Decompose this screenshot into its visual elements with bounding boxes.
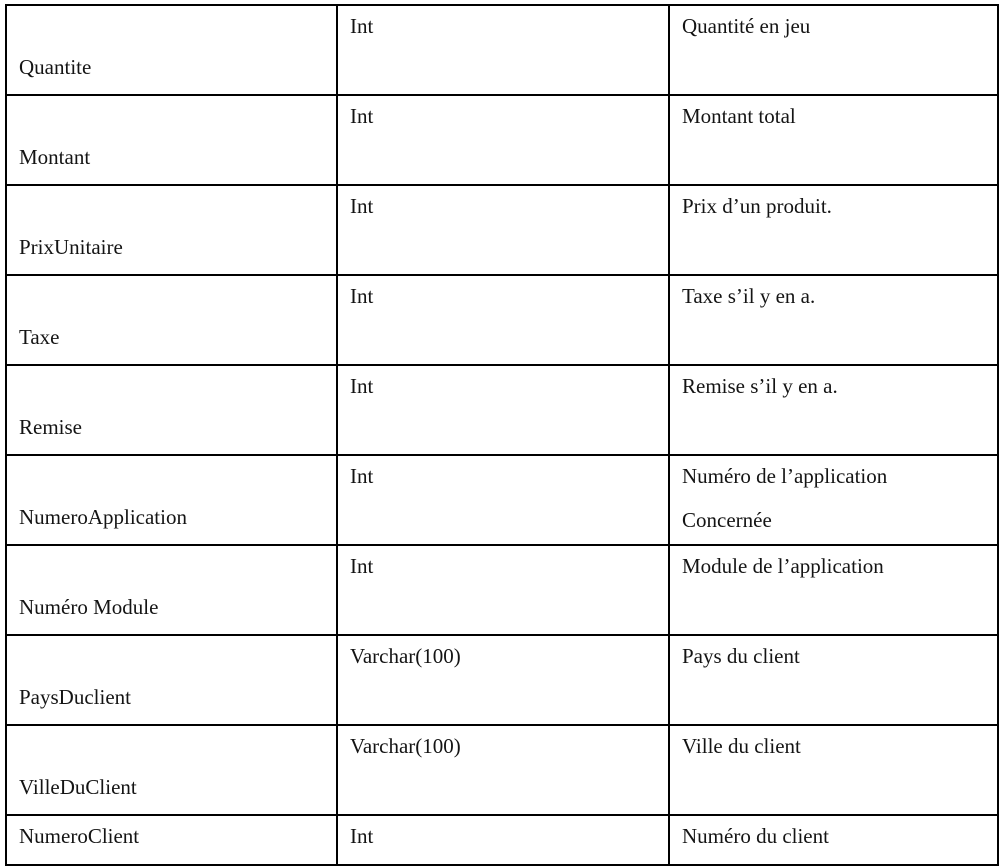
field-name-cell bbox=[6, 725, 337, 815]
field-name-cell bbox=[6, 95, 337, 185]
field-name-text: Montant bbox=[19, 145, 91, 169]
field-type-text: Int bbox=[350, 104, 374, 128]
field-name-text: Quantite bbox=[19, 55, 92, 79]
table-row bbox=[6, 365, 998, 455]
field-type-cell bbox=[337, 365, 669, 455]
table-row bbox=[6, 545, 998, 635]
field-type-cell bbox=[337, 5, 669, 95]
table-row bbox=[6, 5, 998, 95]
field-name-text: PaysDuclient bbox=[19, 685, 131, 709]
field-type-text: Int bbox=[350, 374, 374, 398]
field-type-text: Int bbox=[350, 194, 374, 218]
table-row bbox=[6, 95, 998, 185]
field-type-cell bbox=[337, 455, 669, 545]
table-body bbox=[6, 5, 998, 865]
field-type-text: Int bbox=[350, 464, 374, 488]
field-type-cell bbox=[337, 815, 669, 865]
table-row bbox=[6, 635, 998, 725]
field-name-cell bbox=[6, 365, 337, 455]
field-description-cell bbox=[669, 95, 998, 185]
field-type-text: Varchar(100) bbox=[350, 734, 461, 758]
field-name-text: Taxe bbox=[19, 325, 60, 349]
field-name-cell bbox=[6, 455, 337, 545]
field-description-text: Remise s’il y en a. bbox=[682, 374, 838, 398]
field-name-cell bbox=[6, 635, 337, 725]
field-type-text: Int bbox=[350, 284, 374, 308]
field-description-cell bbox=[669, 185, 998, 275]
field-description-cell bbox=[669, 5, 998, 95]
field-description-cell bbox=[669, 365, 998, 455]
field-name-text: Numéro Module bbox=[19, 595, 159, 619]
field-description-text: Quantité en jeu bbox=[682, 14, 811, 38]
field-description-cell bbox=[669, 275, 998, 365]
field-name-cell bbox=[6, 185, 337, 275]
table-row bbox=[6, 725, 998, 815]
field-name-cell bbox=[6, 815, 337, 865]
field-description-text: Prix d’un produit. bbox=[682, 194, 832, 218]
field-name-text: NumeroClient bbox=[19, 824, 140, 848]
field-type-cell bbox=[337, 635, 669, 725]
field-description-cell bbox=[669, 545, 998, 635]
field-type-cell bbox=[337, 185, 669, 275]
field-description-text: Montant total bbox=[682, 104, 796, 128]
table-row bbox=[6, 185, 998, 275]
field-description-cell bbox=[669, 725, 998, 815]
field-type-text: Int bbox=[350, 824, 374, 848]
field-description-cell bbox=[669, 815, 998, 865]
field-type-text: Int bbox=[350, 554, 374, 578]
field-name-text: Remise bbox=[19, 415, 82, 439]
field-definition-table bbox=[5, 4, 999, 866]
field-type-cell bbox=[337, 95, 669, 185]
field-name-cell bbox=[6, 5, 337, 95]
field-type-cell bbox=[337, 725, 669, 815]
field-type-cell bbox=[337, 545, 669, 635]
field-description-text: Ville du client bbox=[682, 734, 801, 758]
table-row bbox=[6, 455, 998, 545]
field-type-text: Varchar(100) bbox=[350, 644, 461, 668]
field-description-cell bbox=[669, 635, 998, 725]
field-name-text: NumeroApplication bbox=[19, 505, 187, 529]
field-description-text: Numéro du client bbox=[682, 824, 829, 848]
field-name-cell bbox=[6, 275, 337, 365]
table-row bbox=[6, 275, 998, 365]
field-type-text: Int bbox=[350, 14, 374, 38]
field-description-text: Numéro de l’application Concernée bbox=[682, 464, 888, 532]
table-row bbox=[6, 815, 998, 865]
field-description-cell bbox=[669, 455, 998, 545]
field-type-cell bbox=[337, 275, 669, 365]
field-name-text: PrixUnitaire bbox=[19, 235, 123, 259]
field-description-text: Pays du client bbox=[682, 644, 800, 668]
field-description-text: Module de l’application bbox=[682, 554, 884, 578]
field-name-cell bbox=[6, 545, 337, 635]
field-description-text: Taxe s’il y en a. bbox=[682, 284, 816, 308]
field-name-text: VilleDuClient bbox=[19, 775, 137, 799]
